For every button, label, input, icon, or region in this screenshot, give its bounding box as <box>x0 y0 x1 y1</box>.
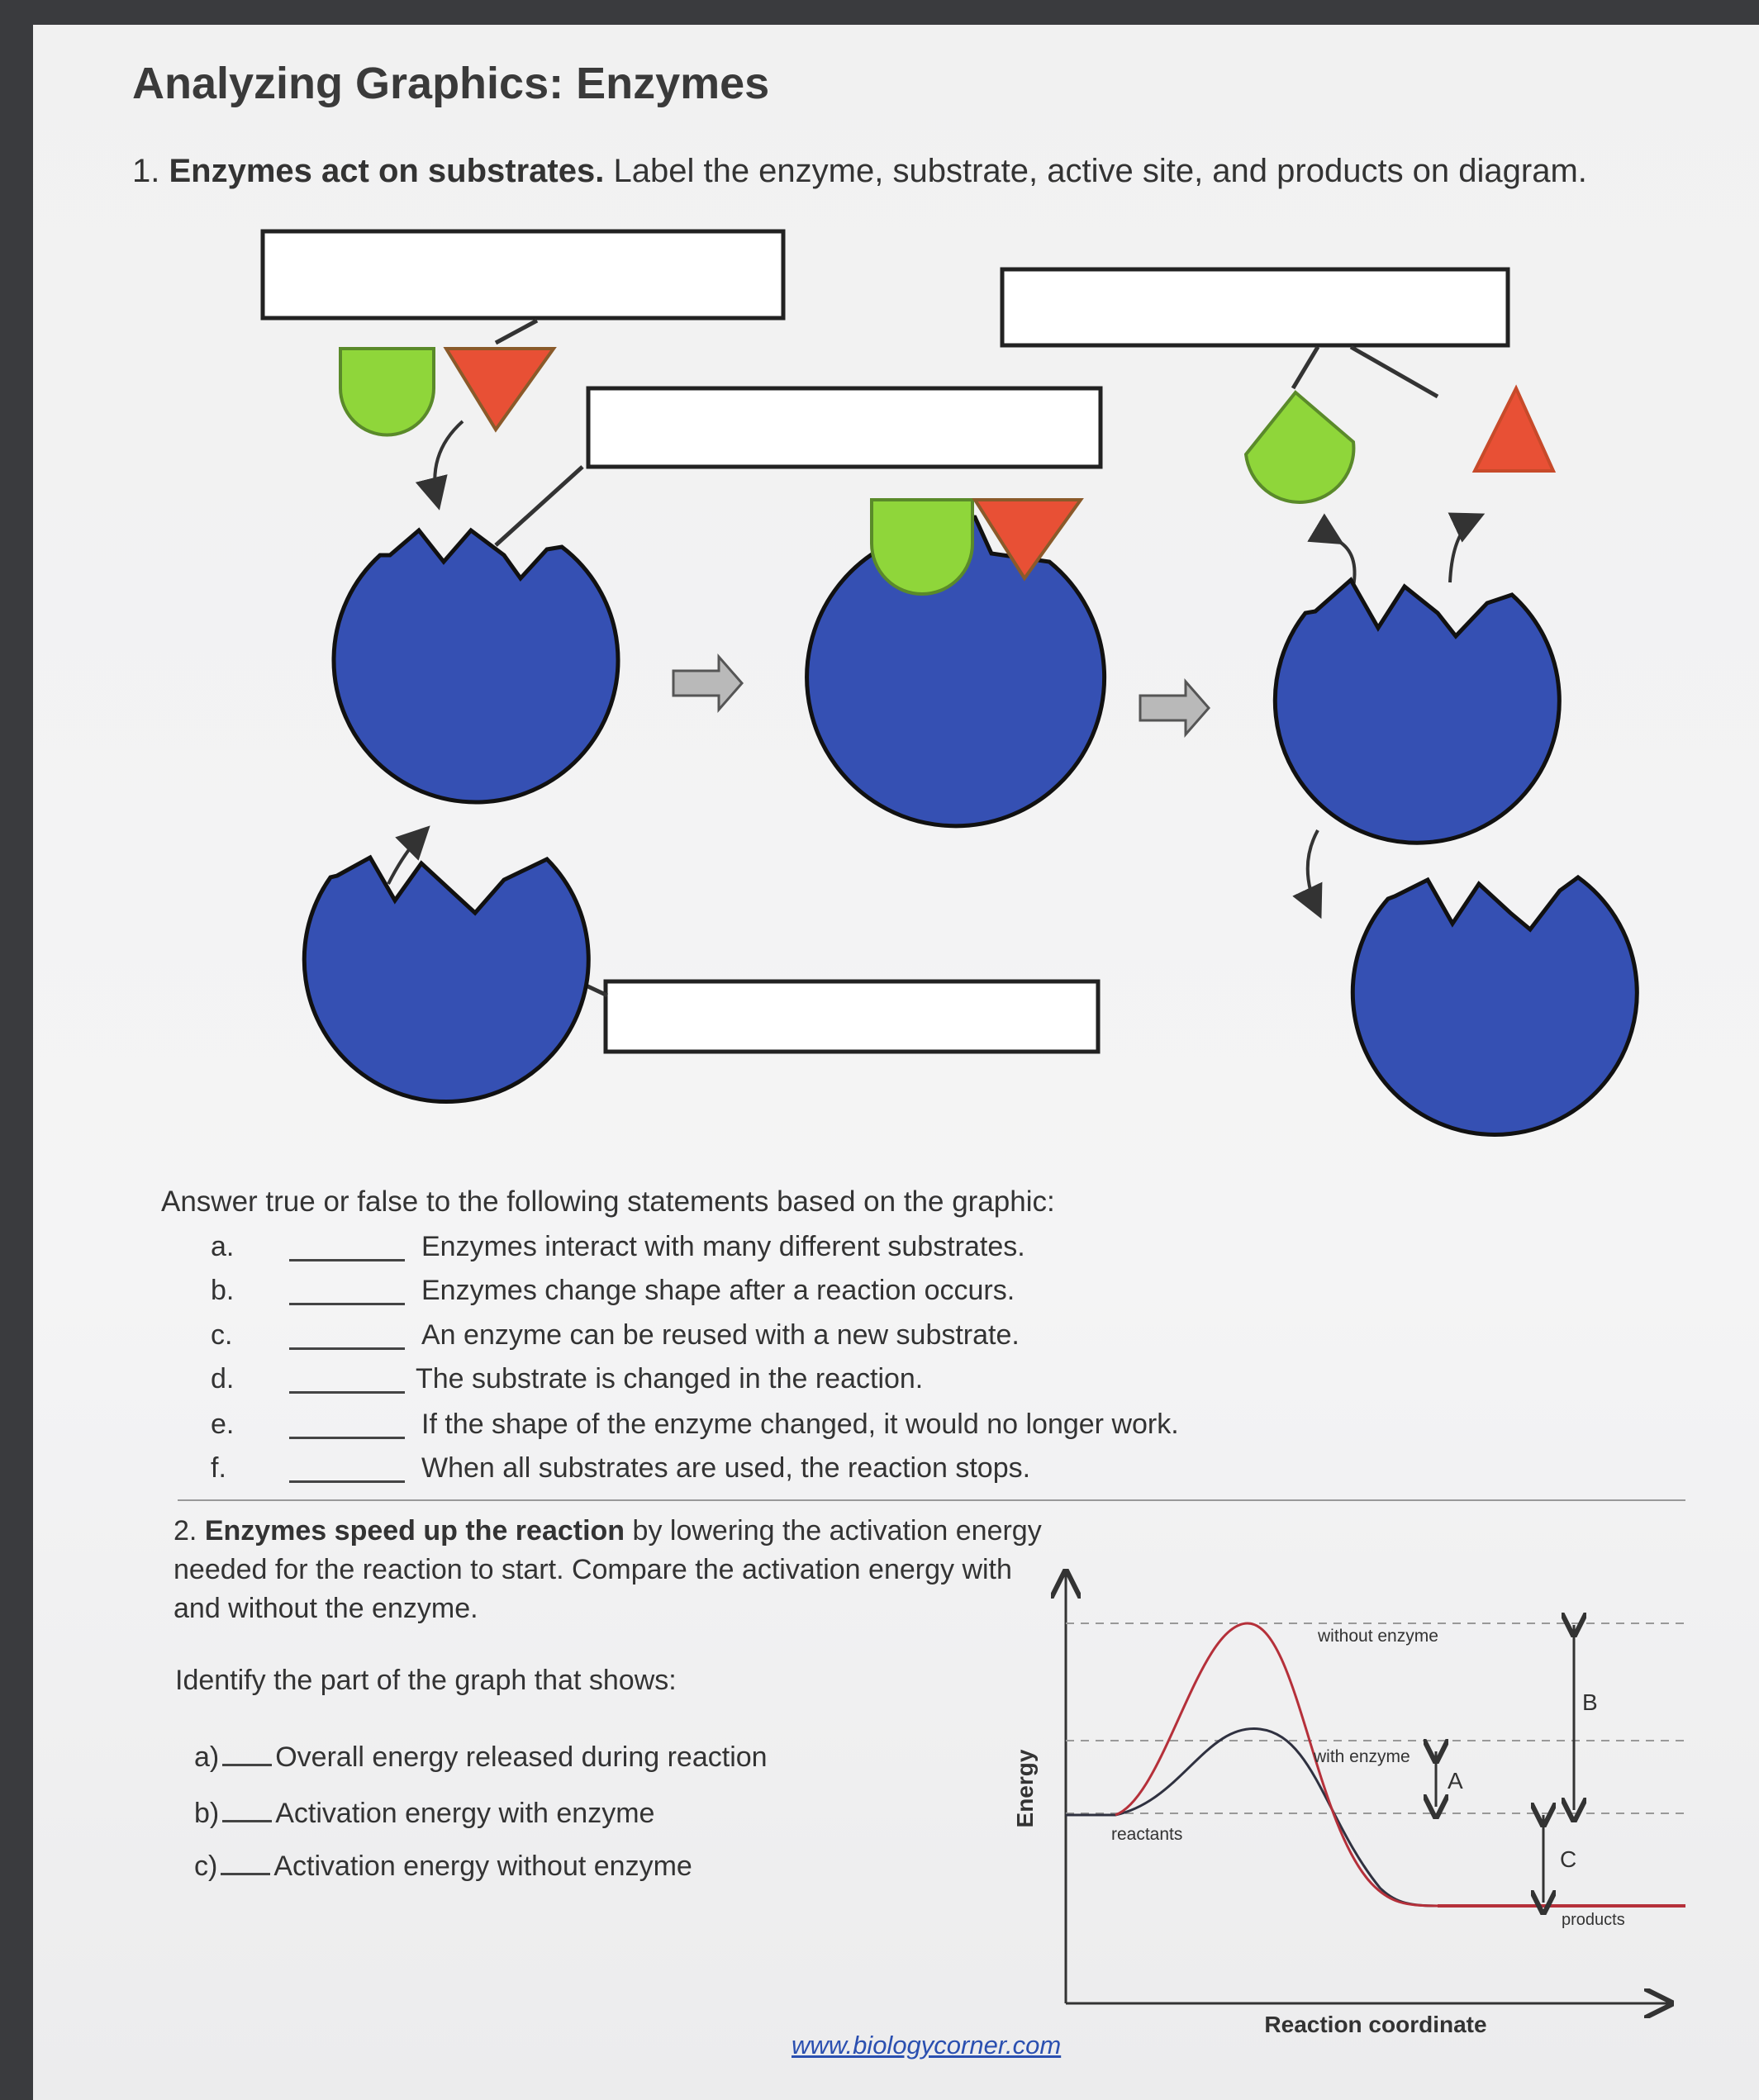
true-false-heading: Answer true or false to the following statements based on the graphic: <box>161 1185 1055 1218</box>
reactants-label: reactants <box>1111 1825 1183 1844</box>
enzyme-shape <box>334 530 618 802</box>
without-enzyme-label: without enzyme <box>1318 1627 1438 1646</box>
arrow-icon <box>1450 516 1479 582</box>
tf-letter: c. <box>211 1319 233 1351</box>
pointer-line <box>1351 347 1438 397</box>
tf-answer-blank[interactable] <box>289 1347 405 1350</box>
graph-question-letter: b) <box>194 1798 220 1829</box>
question-1-number: 1. <box>132 153 160 189</box>
substrate-piece <box>446 349 554 430</box>
tf-answer-blank[interactable] <box>289 1391 405 1394</box>
tf-statement: When all substrates are used, the reaction stops. <box>421 1452 1031 1484</box>
question-1-bold: Enzymes act on substrates. <box>169 153 605 189</box>
graph-question <box>194 1741 768 1774</box>
products-label: products <box>1562 1911 1625 1929</box>
graph-question-text: Activation energy without enzyme <box>273 1851 692 1882</box>
tf-letter: a. <box>211 1231 235 1262</box>
process-arrow-icon <box>1140 682 1209 734</box>
graph-answer-blank[interactable] <box>221 1873 270 1875</box>
enzyme-diagram <box>33 25 1759 1165</box>
pointer-line <box>496 467 582 545</box>
label-box-3[interactable] <box>588 388 1101 467</box>
page-title: Analyzing Graphics: Enzymes <box>132 59 770 108</box>
tf-statement: If the shape of the enzyme changed, it would no longer work. <box>421 1409 1179 1440</box>
graph-answer-blank[interactable] <box>222 1820 272 1822</box>
tf-statement: Enzymes change shape after a reaction occurs. <box>421 1275 1015 1306</box>
question-2 <box>174 1512 1049 1628</box>
graph-answer-blank[interactable] <box>222 1764 272 1766</box>
substrate-piece <box>872 500 972 594</box>
product-piece <box>1246 392 1353 502</box>
label-box-2[interactable] <box>1002 269 1508 345</box>
question-2-bold: Enzymes speed up the reaction <box>204 1515 625 1546</box>
tf-letter: b. <box>211 1275 235 1306</box>
tf-letter: f. <box>211 1452 226 1484</box>
tf-statement: Enzymes interact with many different substrates. <box>421 1231 1025 1262</box>
product-piece <box>1475 388 1553 471</box>
worksheet-page <box>33 25 1759 2100</box>
question-1-text: Label the enzyme, substrate, active site, and products on diagram. <box>613 153 1587 189</box>
graph-question <box>194 1851 692 1883</box>
question-2-number: 2. <box>174 1515 197 1546</box>
process-arrow-icon <box>673 657 742 710</box>
y-axis-label: Energy <box>1012 1749 1038 1828</box>
identify-prompt: Identify the part of the graph that shows: <box>175 1665 677 1696</box>
marker-c-label: C <box>1560 1846 1577 1872</box>
marker-a-label: A <box>1448 1768 1463 1794</box>
graph-question-letter: a) <box>194 1741 220 1773</box>
footer-link[interactable]: www.biologycorner.com <box>792 2031 1062 2060</box>
enzyme-shape <box>1275 580 1559 843</box>
graph-question-text: Overall energy released during reaction <box>275 1741 768 1773</box>
graph-question-letter: c) <box>194 1851 218 1882</box>
tf-letter: e. <box>211 1409 235 1440</box>
energy-graph <box>1008 1549 1702 2061</box>
enzyme-shape <box>1353 877 1637 1134</box>
question-2-text: by lowering the activation energy needed for the reaction to start. Compare the activation energy with and without the enzyme. <box>174 1515 1042 1624</box>
substrate-piece <box>340 349 434 435</box>
enzyme-shape <box>304 858 588 1102</box>
tf-answer-blank[interactable] <box>289 1480 405 1483</box>
label-box-1[interactable] <box>263 231 783 318</box>
pointer-line <box>496 321 537 343</box>
graph-question-text: Activation energy with enzyme <box>275 1798 655 1829</box>
with-enzyme-label: with enzyme <box>1314 1747 1410 1766</box>
arrow-icon <box>1308 830 1319 913</box>
tf-statement: The substrate is changed in the reaction. <box>416 1363 924 1394</box>
section-divider <box>178 1499 1685 1501</box>
tf-answer-blank[interactable] <box>289 1437 405 1439</box>
arrow-icon <box>435 421 463 504</box>
pointer-line <box>1293 347 1318 388</box>
graph-question <box>194 1798 654 1830</box>
tf-letter: d. <box>211 1363 235 1394</box>
x-axis-label: Reaction coordinate <box>1264 2012 1487 2037</box>
tf-answer-blank[interactable] <box>289 1259 405 1261</box>
label-box-4[interactable] <box>606 981 1098 1052</box>
tf-answer-blank[interactable] <box>289 1303 405 1305</box>
marker-b-label: B <box>1582 1689 1598 1715</box>
tf-statement: An enzyme can be reused with a new substrate. <box>421 1319 1020 1351</box>
